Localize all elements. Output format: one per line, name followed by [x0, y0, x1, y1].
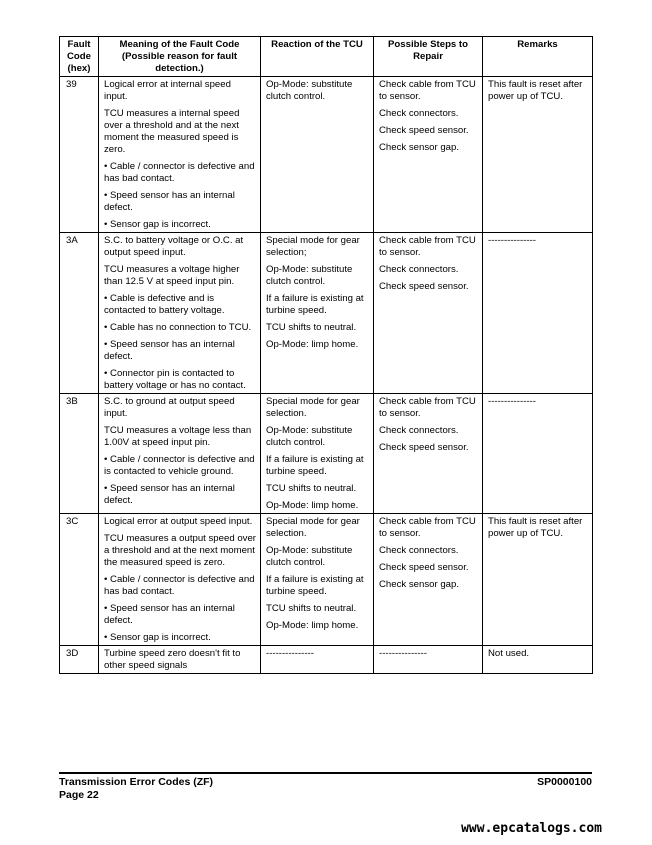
cell-text-line: Logical error at internal speed input.	[104, 79, 231, 102]
cell-text-line: TCU measures a internal speed over a threshold and at the next moment the measured speed is zero.	[104, 108, 240, 155]
cell-text-line: • Connector pin is contacted to battery voltage or has no contact.	[104, 368, 246, 391]
meaning-cell	[99, 233, 261, 394]
repair-steps-cell	[374, 394, 483, 514]
cell-text-line: TCU shifts to neutral.	[266, 603, 357, 614]
cell-text-line: • Cable / connector is defective and is contacted to vehicle ground.	[104, 454, 255, 477]
repair-steps-cell	[374, 77, 483, 233]
table-header-row	[60, 37, 593, 77]
cell-text-line: If a failure is existing at turbine speed.	[266, 293, 364, 316]
cell-text-line: Op-Mode: substitute clutch control.	[266, 79, 353, 102]
cell-text-line: • Cable / connector is defective and has bad contact.	[104, 574, 255, 597]
reaction-cell	[261, 514, 374, 646]
meaning-cell	[99, 77, 261, 233]
cell-text-line: Op-Mode: limp home.	[266, 339, 359, 350]
watermark-url: www.epcatalogs.com	[461, 821, 602, 836]
cell-text-line: ---------------	[488, 235, 536, 246]
cell-text-line: • Speed sensor has an internal defect.	[104, 190, 235, 213]
reaction-cell	[261, 394, 374, 514]
remarks-cell	[483, 646, 593, 674]
cell-text-line: • Speed sensor has an internal defect.	[104, 339, 235, 362]
header-meaning: Meaning of the Fault Code (Possible reason for fault detection.)	[99, 37, 261, 77]
cell-text-line: This fault is reset after power up of TCU.	[488, 516, 583, 539]
cell-text-line: • Speed sensor has an internal defect.	[104, 483, 235, 506]
cell-text-line: Special mode for gear selection.	[266, 396, 360, 419]
cell-text-line: Not used.	[488, 648, 530, 659]
table-row	[60, 514, 593, 646]
cell-text-line: Check cable from TCU to sensor.	[379, 79, 476, 102]
cell-text-line: This fault is reset after power up of TCU.	[488, 79, 583, 102]
footer-divider	[59, 772, 592, 774]
cell-text-line: Op-Mode: substitute clutch control.	[266, 264, 353, 287]
repair-steps-cell	[374, 514, 483, 646]
cell-text-line: Op-Mode: limp home.	[266, 500, 359, 511]
header-remarks: Remarks	[483, 37, 593, 77]
table-row	[60, 233, 593, 394]
fault-code-cell: 39	[60, 77, 99, 233]
cell-text-line: Check sensor gap.	[379, 579, 459, 590]
cell-text-line: TCU shifts to neutral.	[266, 322, 357, 333]
cell-text-line: Check speed sensor.	[379, 125, 469, 136]
reaction-cell	[261, 646, 374, 674]
cell-text-line: Logical error at output speed input.	[104, 516, 253, 527]
repair-steps-cell	[374, 646, 483, 674]
cell-text-line: ---------------	[488, 396, 536, 407]
meaning-cell	[99, 394, 261, 514]
cell-text-line: Check cable from TCU to sensor.	[379, 396, 476, 419]
cell-text-line: Check cable from TCU to sensor.	[379, 516, 476, 539]
cell-text-line: Check connectors.	[379, 108, 459, 119]
cell-text-line: TCU measures a voltage less than 1.00V at speed input pin.	[104, 425, 252, 448]
cell-text-line: Special mode for gear selection;	[266, 235, 360, 258]
cell-text-line: Check sensor gap.	[379, 142, 459, 153]
cell-text-line: Turbine speed zero doesn't fit to other speed signals	[104, 648, 241, 671]
cell-text-line: Check cable from TCU to sensor.	[379, 235, 476, 258]
cell-text-line: Check speed sensor.	[379, 281, 469, 292]
cell-text-line: Op-Mode: substitute clutch control.	[266, 425, 353, 448]
remarks-cell	[483, 514, 593, 646]
cell-text-line: S.C. to ground at output speed input.	[104, 396, 235, 419]
cell-text-line: If a failure is existing at turbine speed.	[266, 454, 364, 477]
cell-text-line: TCU measures a output speed over a threshold and at the next moment the measured speed is zero.	[104, 533, 256, 568]
reaction-cell	[261, 77, 374, 233]
cell-text-line: ---------------	[379, 648, 427, 659]
cell-text-line: Check speed sensor.	[379, 562, 469, 573]
header-fault-code: Fault Code (hex)	[60, 37, 99, 77]
header-repair-steps: Possible Steps to Repair	[374, 37, 483, 77]
cell-text-line: • Sensor gap is incorrect.	[104, 632, 211, 643]
table-body	[60, 77, 593, 674]
cell-text-line: S.C. to battery voltage or O.C. at output speed input.	[104, 235, 244, 258]
cell-text-line: TCU shifts to neutral.	[266, 483, 357, 494]
footer-title: Transmission Error Codes (ZF)	[59, 776, 214, 788]
reaction-cell	[261, 233, 374, 394]
cell-text-line: • Cable is defective and is contacted to battery voltage.	[104, 293, 225, 316]
header-reaction: Reaction of the TCU	[261, 37, 374, 77]
fault-code-cell: 3C	[60, 514, 99, 646]
fault-code-cell: 3A	[60, 233, 99, 394]
table-row	[60, 77, 593, 233]
meaning-cell	[99, 646, 261, 674]
meaning-cell	[99, 514, 261, 646]
cell-text-line: Check speed sensor.	[379, 442, 469, 453]
cell-text-line: Op-Mode: limp home.	[266, 620, 359, 631]
table-row	[60, 394, 593, 514]
repair-steps-cell	[374, 233, 483, 394]
cell-text-line: • Cable has no connection to TCU.	[104, 322, 252, 333]
remarks-cell	[483, 394, 593, 514]
cell-text-line: • Cable / connector is defective and has bad contact.	[104, 161, 255, 184]
cell-text-line: If a failure is existing at turbine speed.	[266, 574, 364, 597]
cell-text-line: Check connectors.	[379, 264, 459, 275]
remarks-cell	[483, 233, 593, 394]
cell-text-line: • Speed sensor has an internal defect.	[104, 603, 235, 626]
cell-text-line: Op-Mode: substitute clutch control.	[266, 545, 353, 568]
cell-text-line: Check connectors.	[379, 425, 459, 436]
cell-text-line: Check connectors.	[379, 545, 459, 556]
footer-page-number: Page 22	[59, 789, 99, 801]
fault-code-table	[59, 36, 593, 674]
fault-code-cell: 3B	[60, 394, 99, 514]
table-row	[60, 646, 593, 674]
fault-code-cell: 3D	[60, 646, 99, 674]
cell-text-line: ---------------	[266, 648, 314, 659]
cell-text-line: • Sensor gap is incorrect.	[104, 219, 211, 230]
remarks-cell	[483, 77, 593, 233]
cell-text-line: Special mode for gear selection.	[266, 516, 360, 539]
cell-text-line: TCU measures a voltage higher than 12.5 V at speed input pin.	[104, 264, 240, 287]
footer-document-number: SP0000100	[537, 776, 592, 788]
